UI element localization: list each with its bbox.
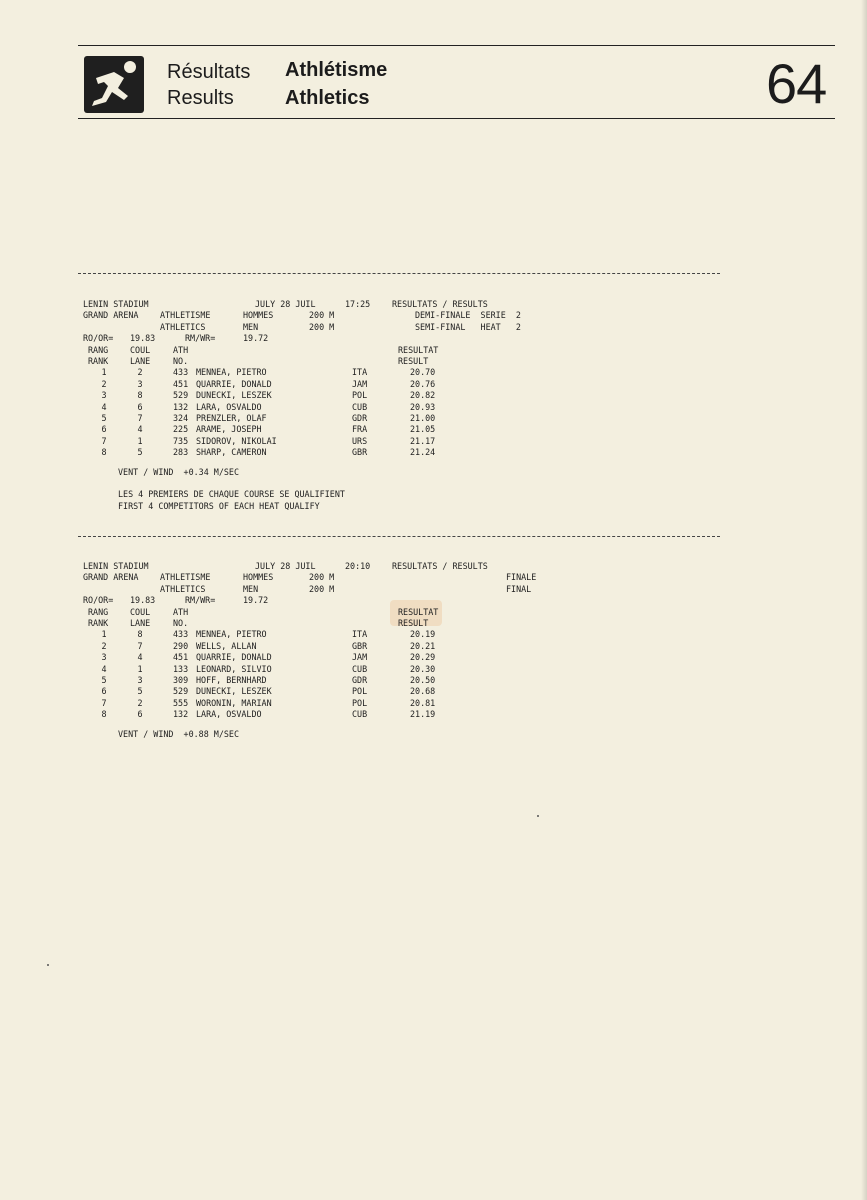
venue: LENIN STADIUM	[83, 299, 149, 309]
nation: POL	[352, 686, 368, 697]
event-name-fr: 200 M	[309, 310, 335, 321]
nation: GBR	[352, 640, 368, 651]
wind-reading: VENT / WIND +0.88 M/SEC	[118, 728, 240, 739]
nation: JAM	[352, 652, 368, 663]
page-shadow	[861, 0, 867, 1200]
lane: 7	[137, 413, 143, 423]
gender-en: MEN	[243, 321, 259, 332]
col-result-fr: RESULTAT	[398, 606, 439, 617]
event-name-en: 200 M	[309, 321, 335, 332]
lane: 7	[137, 640, 143, 651]
col-ath: ATH	[173, 344, 189, 355]
athlete-number: 133	[173, 663, 189, 674]
athlete-name: PRENZLER, OLAF	[196, 413, 267, 423]
nation: GBR	[352, 447, 368, 458]
gender-en: MEN	[243, 583, 259, 594]
athlete-number: 735	[173, 435, 189, 446]
result-time: 20.76	[410, 378, 436, 389]
world-record-value: 19.72	[243, 595, 269, 606]
event-name-en: 200 M	[309, 583, 335, 594]
olympic-record-label: RO/OR=	[83, 595, 114, 606]
olympic-record-value: 19.83	[130, 333, 156, 344]
rank: 4	[101, 663, 107, 674]
note-fr: LES 4 PREMIERS DE CHAQUE COURSE SE QUALIFIENT	[118, 489, 345, 500]
athletics-pictogram-icon	[84, 56, 144, 113]
rank: 5	[101, 675, 107, 685]
sport-en: ATHLETICS	[160, 321, 206, 332]
round-en: SEMI-FINAL HEAT 2	[415, 321, 521, 332]
result-time: 21.24	[410, 447, 436, 458]
col-result-fr: RESULTAT	[398, 344, 439, 355]
results-label: RESULTATS / RESULTS	[392, 299, 488, 309]
lane: 5	[137, 686, 143, 697]
col-rank-en: RANK	[88, 356, 109, 366]
rank: 3	[101, 390, 107, 401]
lane: 8	[137, 390, 143, 401]
lane: 8	[137, 629, 143, 640]
athlete-number: 433	[173, 629, 189, 640]
nation: POL	[352, 390, 368, 401]
athlete-name: WORONIN, MARIAN	[196, 697, 272, 708]
nation: ITA	[352, 367, 368, 378]
result-time: 20.21	[410, 640, 436, 651]
lane: 2	[137, 697, 143, 708]
event-date: JULY 28 JUIL	[255, 299, 316, 309]
round-en: FINAL	[506, 583, 532, 594]
rank: 5	[101, 413, 107, 423]
athlete-name: WELLS, ALLAN	[196, 640, 257, 651]
athlete-number: 433	[173, 367, 189, 378]
athlete-number: 283	[173, 447, 189, 458]
event-time: 20:10	[345, 561, 371, 571]
athlete-name: MENNEA, PIETRO	[196, 367, 267, 378]
col-rank-en: RANK	[88, 618, 109, 628]
athlete-number: 290	[173, 640, 189, 651]
nation: CUB	[352, 709, 368, 720]
result-time: 21.05	[410, 424, 436, 435]
lane: 3	[137, 378, 143, 389]
col-lane-en: LANE	[130, 618, 151, 628]
round-fr: DEMI-FINALE SERIE 2	[415, 310, 521, 321]
athlete-name: DUNECKI, LESZEK	[196, 686, 272, 697]
athlete-name: SIDOROV, NIKOLAI	[196, 435, 277, 446]
athlete-number: 324	[173, 413, 189, 423]
paper-speck	[47, 964, 49, 966]
event-date: JULY 28 JUIL	[255, 561, 316, 571]
rank: 3	[101, 652, 107, 663]
arena: GRAND ARENA	[83, 572, 139, 583]
wind-reading: VENT / WIND +0.34 M/SEC	[118, 466, 240, 477]
result-time: 20.30	[410, 663, 436, 674]
athlete-name: SHARP, CAMERON	[196, 447, 267, 458]
athlete-number: 451	[173, 652, 189, 663]
rank: 6	[101, 686, 107, 697]
result-time: 20.50	[410, 675, 436, 685]
lane: 5	[137, 447, 143, 458]
olympic-record-label: RO/OR=	[83, 333, 114, 344]
sport-en: ATHLETICS	[160, 583, 206, 594]
lane: 1	[137, 663, 143, 674]
col-lane-en: LANE	[130, 356, 151, 366]
athlete-name: ARAME, JOSEPH	[196, 424, 262, 435]
world-record-label: RM/WR=	[185, 333, 216, 344]
lane: 1	[137, 435, 143, 446]
lane: 6	[137, 709, 143, 720]
rank: 8	[101, 709, 107, 720]
world-record-label: RM/WR=	[185, 595, 216, 606]
result-time: 20.81	[410, 697, 436, 708]
result-time: 20.70	[410, 367, 436, 378]
lane: 4	[137, 652, 143, 663]
col-lane-fr: COUL	[130, 344, 151, 355]
col-rank-fr: RANG	[88, 344, 109, 355]
athlete-name: QUARRIE, DONALD	[196, 378, 272, 389]
col-ath: ATH	[173, 606, 189, 617]
athlete-number: 555	[173, 697, 189, 708]
athlete-number: 451	[173, 378, 189, 389]
header-fr-label: Résultats	[167, 61, 251, 83]
col-no: NO.	[173, 356, 189, 366]
athlete-number: 309	[173, 675, 189, 685]
olympic-record-value: 19.83	[130, 595, 156, 606]
col-result-en: RESULT	[398, 618, 429, 628]
nation: CUB	[352, 401, 368, 412]
athlete-number: 529	[173, 686, 189, 697]
athlete-name: DUNECKI, LESZEK	[196, 390, 272, 401]
lane: 2	[137, 367, 143, 378]
sport-fr: ATHLETISME	[160, 572, 211, 583]
result-time: 20.93	[410, 401, 436, 412]
page-number: 64	[766, 52, 827, 115]
col-no: NO.	[173, 618, 189, 628]
rank: 8	[101, 447, 107, 458]
rank: 4	[101, 401, 107, 412]
paper-speck	[537, 815, 539, 817]
rank: 2	[101, 378, 107, 389]
athlete-number: 225	[173, 424, 189, 435]
col-rank-fr: RANG	[88, 606, 109, 617]
athlete-name: MENNEA, PIETRO	[196, 629, 267, 640]
section-separator	[78, 273, 720, 274]
header-bottom-rule	[78, 118, 835, 119]
header-fr-sport: Athlétisme	[285, 59, 388, 81]
nation: GDR	[352, 675, 368, 685]
nation: FRA	[352, 424, 368, 435]
result-time: 20.68	[410, 686, 436, 697]
results-label: RESULTATS / RESULTS	[392, 561, 488, 571]
col-result-en: RESULT	[398, 356, 429, 366]
venue: LENIN STADIUM	[83, 561, 149, 571]
nation: CUB	[352, 663, 368, 674]
lane: 3	[137, 675, 143, 685]
athlete-name: LARA, OSVALDO	[196, 401, 262, 412]
rank: 2	[101, 640, 107, 651]
rank: 7	[101, 435, 107, 446]
world-record-value: 19.72	[243, 333, 269, 344]
result-time: 20.19	[410, 629, 436, 640]
sport-fr: ATHLETISME	[160, 310, 211, 321]
round-fr: FINALE	[506, 572, 537, 583]
athlete-name: LEONARD, SILVIO	[196, 663, 272, 674]
arena: GRAND ARENA	[83, 310, 139, 321]
lane: 4	[137, 424, 143, 435]
lane: 6	[137, 401, 143, 412]
event-name-fr: 200 M	[309, 572, 335, 583]
athlete-number: 529	[173, 390, 189, 401]
nation: JAM	[352, 378, 368, 389]
gender-fr: HOMMES	[243, 310, 274, 321]
nation: URS	[352, 435, 368, 446]
nation: ITA	[352, 629, 368, 640]
header-en-sport: Athletics	[285, 87, 370, 109]
rank: 1	[101, 629, 107, 640]
athlete-name: HOFF, BERNHARD	[196, 675, 267, 685]
header-top-rule	[78, 45, 835, 46]
nation: GDR	[352, 413, 368, 423]
result-time: 21.19	[410, 709, 436, 720]
athlete-name: LARA, OSVALDO	[196, 709, 262, 720]
result-time: 21.00	[410, 413, 436, 423]
athlete-number: 132	[173, 401, 189, 412]
result-time: 21.17	[410, 435, 436, 446]
event-time: 17:25	[345, 299, 371, 309]
result-time: 20.29	[410, 652, 436, 663]
nation: POL	[352, 697, 368, 708]
rank: 1	[101, 367, 107, 378]
rank: 7	[101, 697, 107, 708]
section-separator	[78, 536, 720, 537]
result-time: 20.82	[410, 390, 436, 401]
gender-fr: HOMMES	[243, 572, 274, 583]
note-en: FIRST 4 COMPETITORS OF EACH HEAT QUALIFY	[118, 500, 320, 511]
rank: 6	[101, 424, 107, 435]
athlete-name: QUARRIE, DONALD	[196, 652, 272, 663]
col-lane-fr: COUL	[130, 606, 151, 617]
athlete-number: 132	[173, 709, 189, 720]
header-en-label: Results	[167, 87, 234, 109]
